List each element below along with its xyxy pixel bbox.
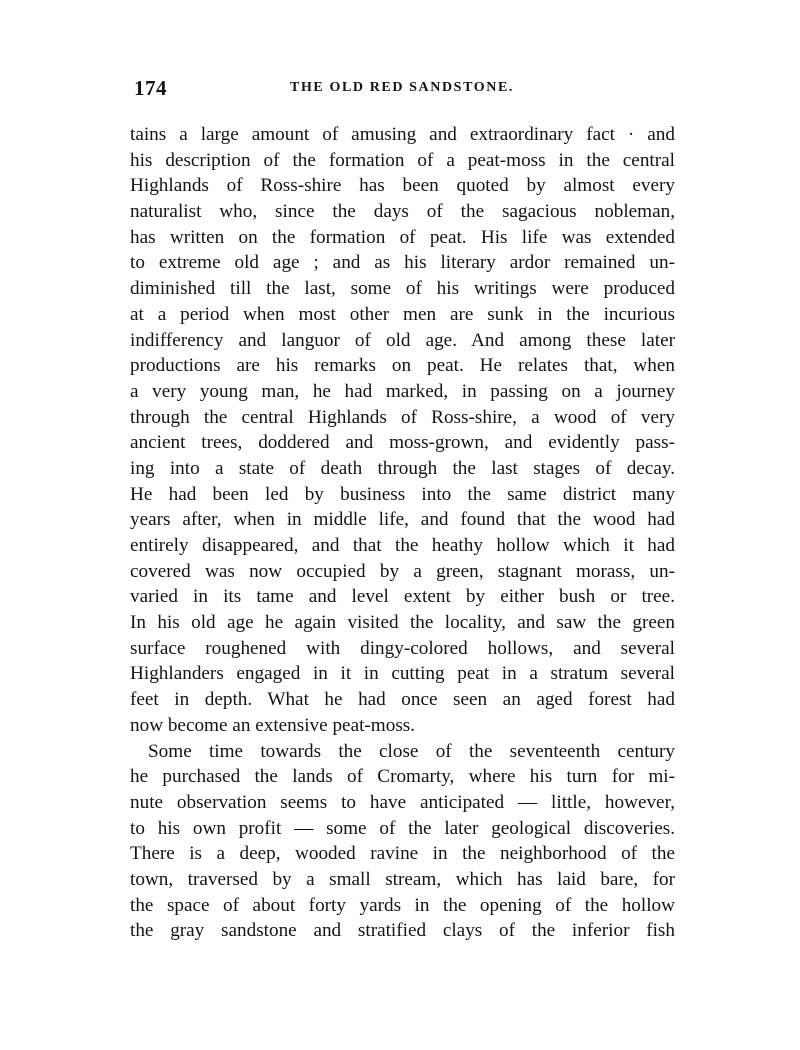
text-line: naturalist who, since the days of the sagacious nobleman, xyxy=(130,201,675,223)
text-line: the space of about forty yards in the opening of the hollow xyxy=(130,894,675,916)
text-line: nute observation seems to have anticipated — little, however, xyxy=(130,791,675,813)
text-line: to his own profit — some of the later geological discoveries. xyxy=(130,817,675,839)
body-text xyxy=(130,122,675,944)
text-line: at a period when most other men are sunk in the incurious xyxy=(130,303,675,325)
text-line: the gray sandstone and stratified clays of the inferior fish xyxy=(130,920,675,942)
text-line: covered was now occupied by a green, stagnant morass, un- xyxy=(130,560,675,582)
text-line: productions are his remarks on peat. He relates that, when xyxy=(130,355,675,377)
text-line: There is a deep, wooded ravine in the neighborhood of the xyxy=(130,843,675,865)
page-number: 174 xyxy=(134,76,167,100)
text-line: He had been led by business into the same district many xyxy=(130,483,675,505)
text-line: a very young man, he had marked, in passing on a journey xyxy=(130,380,675,402)
text-line: tains a large amount of amusing and extraordinary fact · and xyxy=(130,124,675,145)
text-line: feet in depth. What he had once seen an aged forest had xyxy=(130,689,675,711)
text-line: varied in its tame and level extent by either bush or tree. xyxy=(130,586,675,608)
page-header xyxy=(134,76,674,106)
text-line: he purchased the lands of Cromarty, where his turn for mi- xyxy=(130,766,675,788)
text-line: entirely disappeared, and that the heathy hollow which it had xyxy=(130,535,675,556)
text-line: In his old age he again visited the locality, and saw the green xyxy=(130,612,675,634)
paragraph-1 xyxy=(130,122,675,739)
text-line: Highlanders engaged in it in cutting peat in a stratum several xyxy=(130,663,675,685)
text-line: ing into a state of death through the last stages of decay. xyxy=(130,457,675,479)
text-line: Highlands of Ross-shire has been quoted by almost every xyxy=(130,175,675,197)
text-line: now become an extensive peat-moss. xyxy=(130,714,416,736)
text-line: diminished till the last, some of his writings were produced xyxy=(130,278,675,300)
text-line: indifferency and languor of old age. And among these later xyxy=(130,329,675,351)
paragraph-2 xyxy=(130,739,675,945)
text-line: has written on the formation of peat. His life was extended xyxy=(130,226,675,248)
text-line: through the central Highlands of Ross-shire, a wood of very xyxy=(130,406,675,428)
text-line: his description of the formation of a peat-moss in the central xyxy=(130,149,675,171)
text-line: Some time towards the close of the seventeenth century xyxy=(148,740,675,762)
text-line: years after, when in middle life, and found that the wood had xyxy=(130,509,675,531)
text-line: to extreme old age ; and as his literary ardor remained un- xyxy=(130,252,675,274)
running-head: THE OLD RED SANDSTONE. xyxy=(290,80,514,95)
text-line: town, traversed by a small stream, which has laid bare, for xyxy=(130,868,675,890)
text-line: surface roughened with dingy-colored hollows, and several xyxy=(130,637,675,659)
text-line: ancient trees, doddered and moss-grown, and evidently pass- xyxy=(130,432,675,454)
